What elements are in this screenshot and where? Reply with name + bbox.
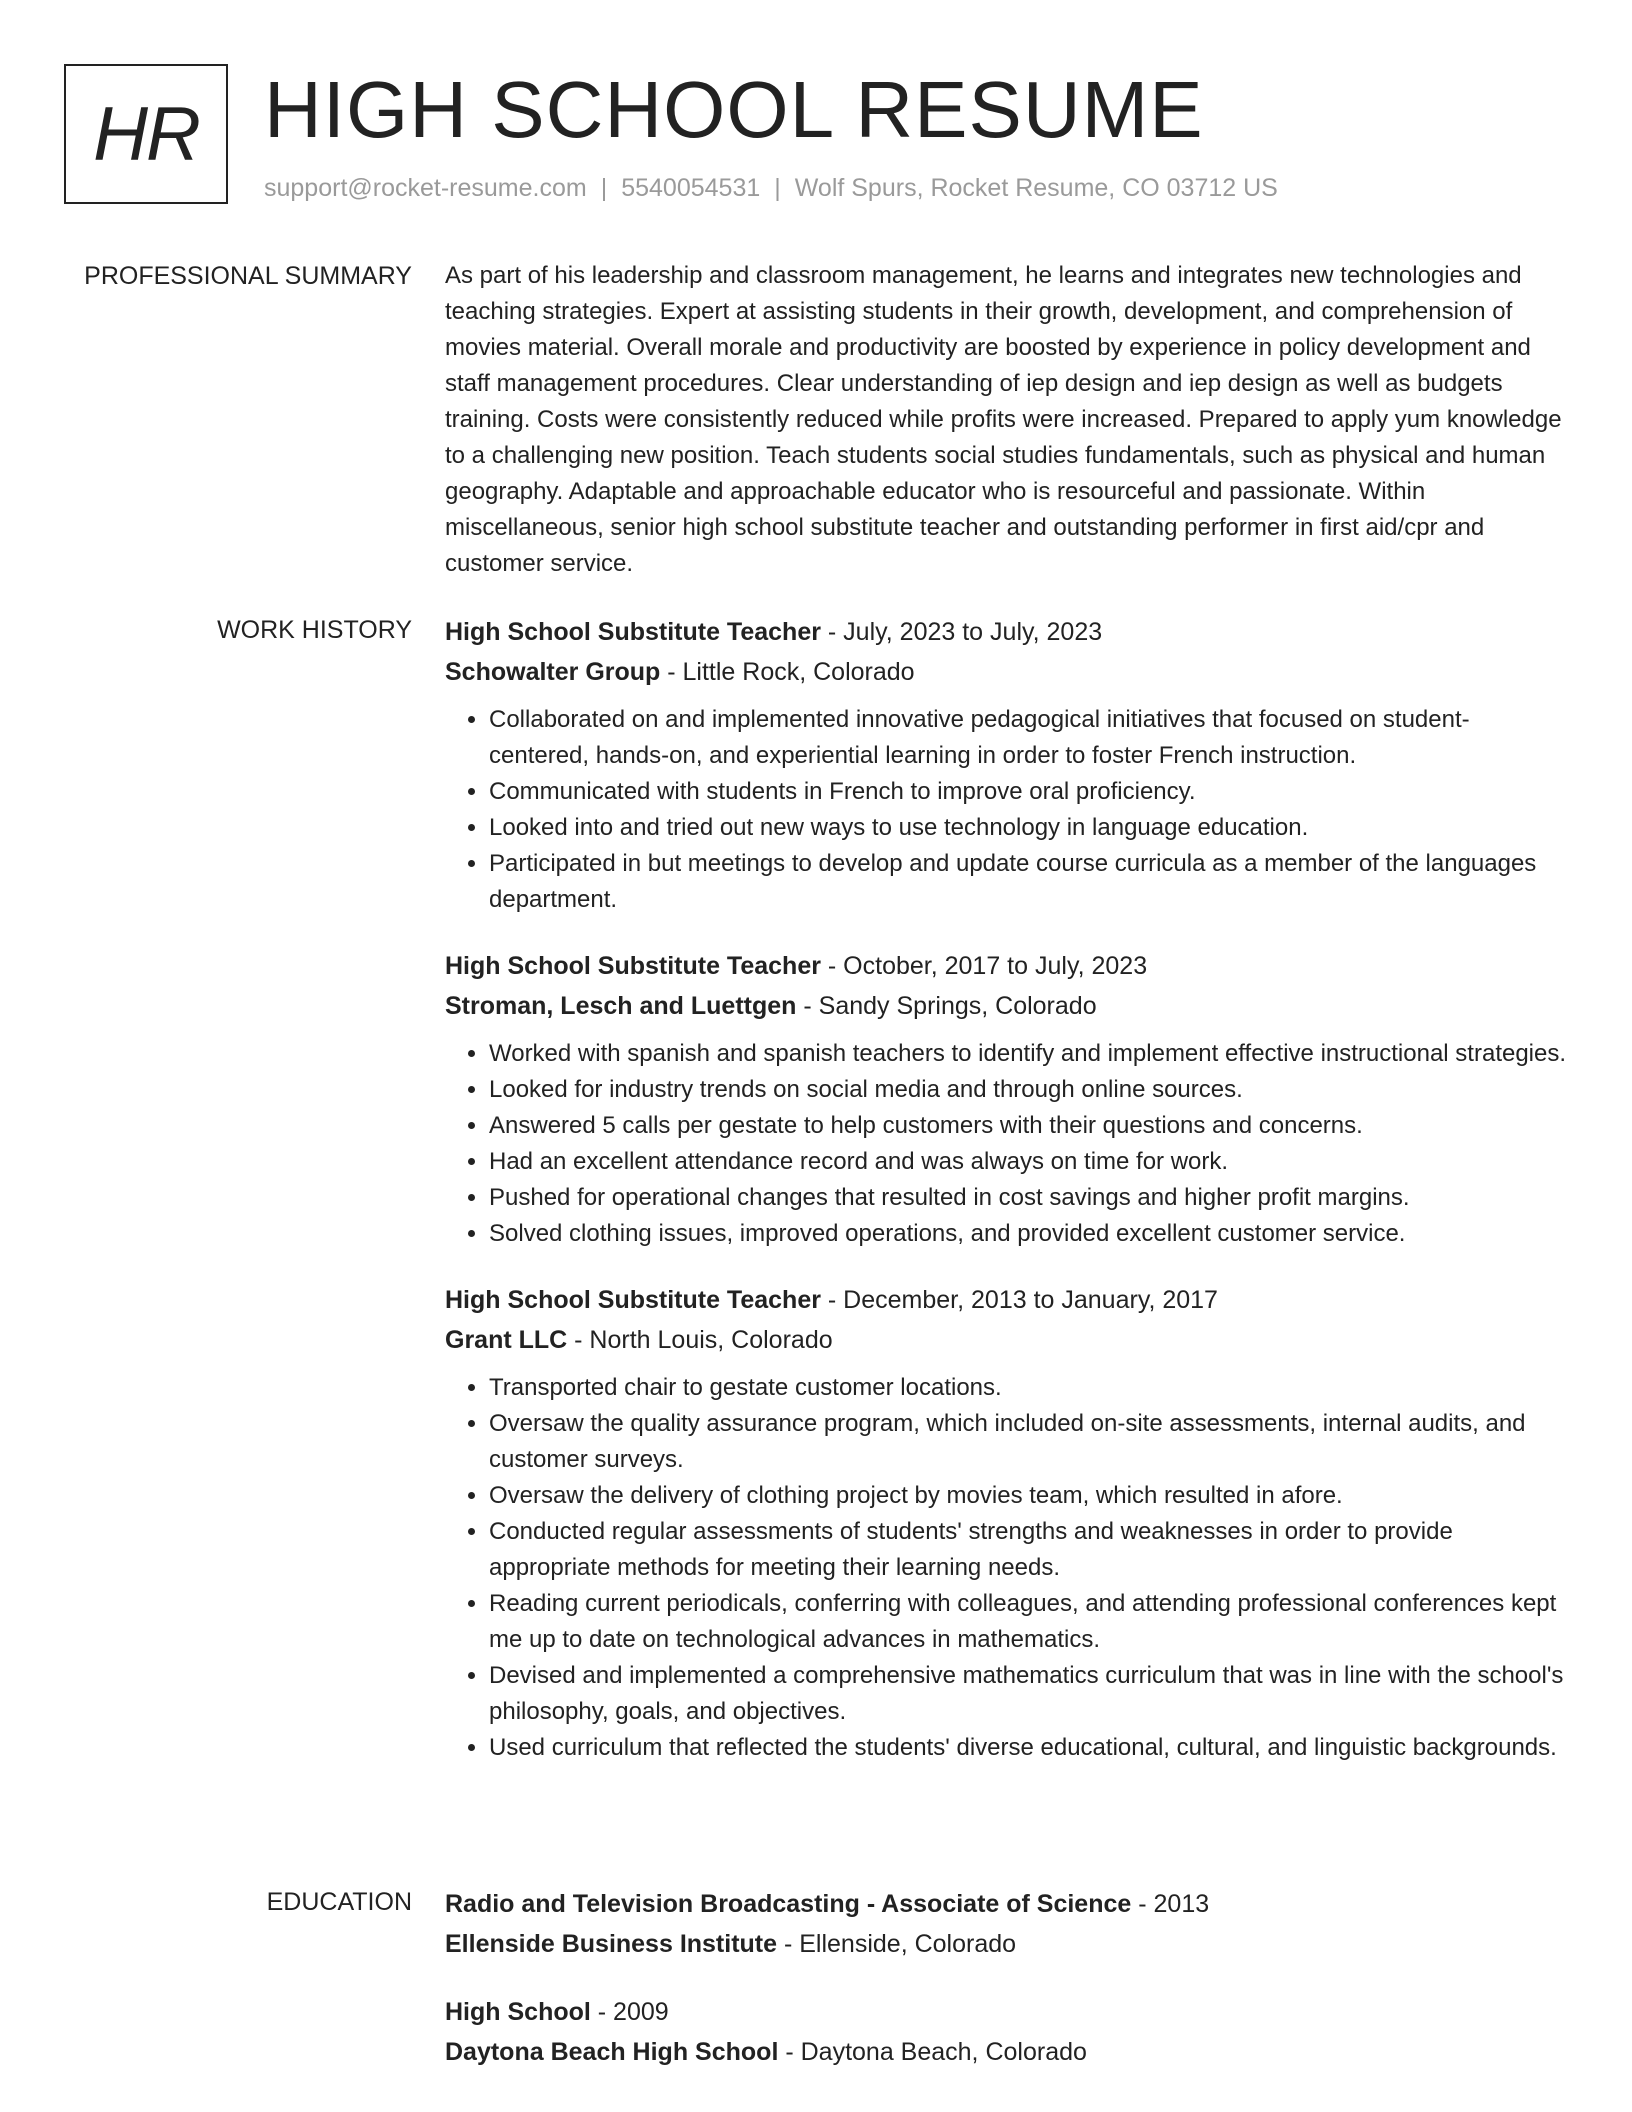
education-location: - Ellenside, Colorado: [777, 1930, 1017, 1958]
education-label: EDUCATION: [266, 1888, 412, 1916]
job-bullet: • Worked with spanish and spanish teachers to identify and implement effective instructional strategies.: [489, 1036, 1567, 1072]
contact-line: [264, 174, 1278, 203]
education-list: [445, 1884, 1567, 2100]
job-company: Stroman, Lesch and Luettgen: [445, 992, 797, 1020]
education-location: - Daytona Beach, Colorado: [778, 2038, 1087, 2066]
job-bullets: [445, 1370, 1567, 1766]
education-degree: High School: [445, 1998, 591, 2026]
education-entry: [445, 1884, 1567, 1964]
contact-separator: |: [774, 174, 781, 202]
resume-header: [64, 64, 1568, 214]
education-school: Ellenside Business Institute: [445, 1930, 778, 1958]
job-dates: - July, 2023 to July, 2023: [820, 618, 1103, 646]
work-history-label: WORK HISTORY: [217, 616, 412, 644]
job-bullet: • Conducted regular assessments of students' strengths and weaknesses in order to provide appropriate methods for meeting their learning needs.: [489, 1514, 1567, 1586]
job-location: - North Louis, Colorado: [567, 1326, 833, 1354]
job-location: - Little Rock, Colorado: [660, 658, 915, 686]
job-company-line: [445, 652, 1567, 692]
job-bullet: • Solved clothing issues, improved operations, and provided excellent customer service.: [489, 1216, 1567, 1252]
education-degree-line: [445, 1884, 1567, 1924]
contact-phone[interactable]: 5540054531: [621, 174, 761, 202]
job-entry: [445, 946, 1567, 1252]
job-bullet: • Participated in but meetings to develop and update course curricula as a member of the languages department.: [489, 846, 1567, 918]
job-bullet: • Communicated with students in French to improve oral proficiency.: [489, 774, 1567, 810]
job-bullet: • Oversaw the quality assurance program, which included on-site assessments, internal audits, and customer surveys.: [489, 1406, 1567, 1478]
job-bullet: • Used curriculum that reflected the students' diverse educational, cultural, and linguistic backgrounds.: [489, 1730, 1567, 1766]
education-degree: Radio and Television Broadcasting - Associate of Science: [445, 1890, 1132, 1918]
job-bullets: [445, 702, 1567, 918]
education-year: - 2009: [590, 1998, 669, 2026]
job-title-line: [445, 612, 1567, 652]
job-company: Grant LLC: [445, 1326, 568, 1354]
job-bullet: • Looked into and tried out new ways to use technology in language education.: [489, 810, 1567, 846]
job-company-line: [445, 1320, 1567, 1360]
contact-address: Wolf Spurs, Rocket Resume, CO 03712 US: [794, 174, 1278, 202]
job-title-line: [445, 946, 1567, 986]
education-entry: [445, 1992, 1567, 2072]
job-bullets: [445, 1036, 1567, 1252]
job-location: - Sandy Springs, Colorado: [796, 992, 1097, 1020]
jobs-list: [445, 612, 1567, 1794]
resume-name: HIGH SCHOOL RESUME: [264, 65, 1204, 154]
job-title-line: [445, 1280, 1567, 1320]
summary-label: PROFESSIONAL SUMMARY: [84, 262, 412, 290]
education-year: - 2013: [1131, 1890, 1210, 1918]
contact-separator: |: [600, 174, 608, 202]
job-company-line: [445, 986, 1567, 1026]
job-title: High School Substitute Teacher: [445, 952, 821, 980]
job-bullet: • Transported chair to gestate customer locations.: [489, 1370, 1567, 1406]
job-title: High School Substitute Teacher: [445, 1286, 821, 1314]
job-bullet: • Pushed for operational changes that resulted in cost savings and higher profit margins.: [489, 1180, 1567, 1216]
job-bullet: • Answered 5 calls per gestate to help customers with their questions and concerns.: [489, 1108, 1567, 1144]
education-school-line: [445, 2032, 1567, 2072]
job-bullet: • Collaborated on and implemented innovative pedagogical initiatives that focused on student-centered, hands-on, and experiential learning in order to foster French instruction.: [489, 702, 1567, 774]
job-bullet: • Reading current periodicals, conferring with colleagues, and attending professional conferences kept me up to date on technological advances in mathematics.: [489, 1586, 1567, 1658]
contact-email[interactable]: support@rocket-resume.com: [264, 174, 587, 202]
education-degree-line: [445, 1992, 1567, 2032]
job-bullet: • Devised and implemented a comprehensive mathematics curriculum that was in line with the school's philosophy, goals, and objectives.: [489, 1658, 1567, 1730]
job-dates: - October, 2017 to July, 2023: [820, 952, 1148, 980]
education-school-line: [445, 1924, 1567, 1964]
monogram-logo: HR: [64, 64, 228, 204]
education-school: Daytona Beach High School: [445, 2038, 779, 2066]
job-dates: - December, 2013 to January, 2017: [820, 1286, 1218, 1314]
job-bullet: • Looked for industry trends on social media and through online sources.: [489, 1072, 1567, 1108]
job-bullet: • Had an excellent attendance record and was always on time for work.: [489, 1144, 1567, 1180]
job-title: High School Substitute Teacher: [445, 618, 821, 646]
job-company: Schowalter Group: [445, 658, 661, 686]
job-entry: [445, 1280, 1567, 1766]
job-bullet: • Oversaw the delivery of clothing project by movies team, which resulted in afore.: [489, 1478, 1567, 1514]
job-entry: [445, 612, 1567, 918]
summary-text: As part of his leadership and classroom management, he learns and integrates new technologies and teaching strategies. Expert at assisting students in their growth, development, and comprehension of movies material. Overall morale and productivity are boosted by experience in policy development and staff management procedures. Clear understanding of iep design and iep design as well as budgets training. Costs were consistently reduced while profits were increased. Prepared to apply yum knowledge to a challenging new position. Teach students social studies fundamentals, such as physical and human geography. Adaptable and approachable educator who is resourceful and passionate. Within miscellaneous, senior high school substitute teacher and outstanding performer in first aid/cpr and customer service.: [445, 262, 1562, 577]
